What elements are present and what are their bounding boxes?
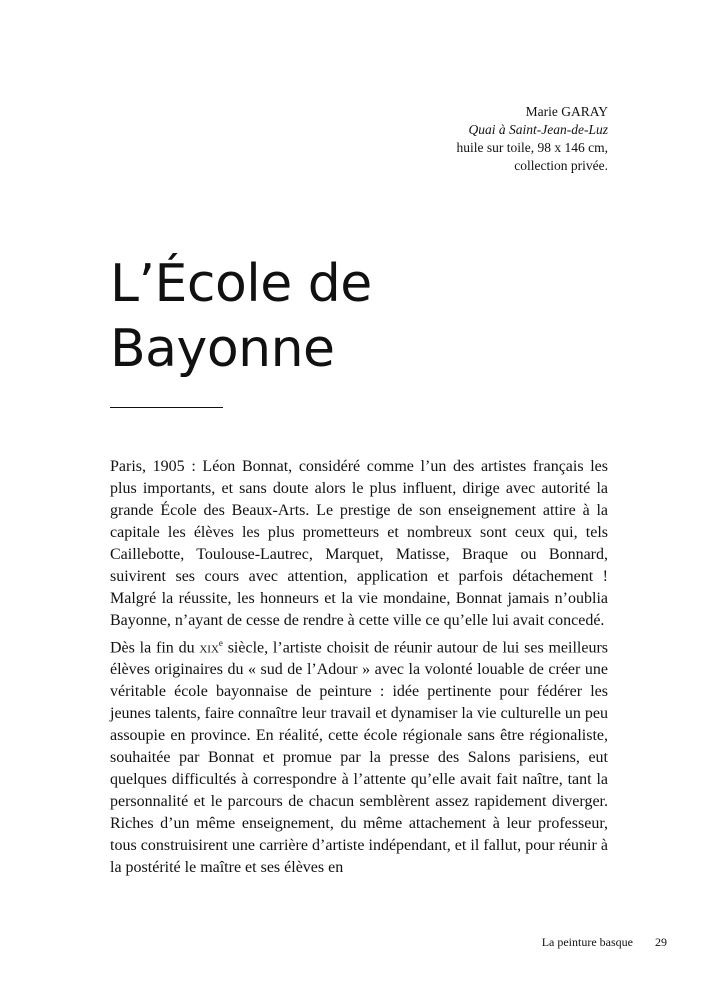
- chapter-title: [110, 252, 372, 382]
- caption-work-title: Quai à Saint-Jean-de-Luz: [468, 122, 608, 137]
- paragraph-2-rest: siècle, l’artiste choisit de réunir autour de lui ses meilleurs élèves originaires du « sud de l’Adour » avec la volonté louable de créer une véritable école bayonnaise de peinture : idée pertinente pour fédérer les jeunes talents, faire connaître leur travail et dynamiser la vie culturelle un peu assoupie en province. En réalité, cette école régionale sans être régionaliste, souhaitée par Bonnat et promue par la presse des Salons parisiens, eut quelques difficultés à correspondre à l’attente qu’elle avait fait naître, tant la personnalité et le parcours de chacun semblèrent assez rapidement diverger. Riches d’un même enseignement, du même attachement à leur professeur, tous construisirent une carrière d’artiste indépendant, et il fallut, pour réunir à la postérité le maître et ses élèves en: [110, 639, 609, 877]
- body-paragraph-2: [110, 632, 608, 879]
- paragraph-2-prefix: Dès la fin du: [110, 639, 200, 657]
- caption-artist: Marie GARAY: [525, 104, 608, 119]
- century-numeral: xix: [199, 639, 219, 657]
- running-title: La peinture basque: [541, 935, 633, 949]
- chapter-title-line-2: Bayonne: [110, 319, 335, 379]
- artwork-caption: [457, 103, 608, 175]
- chapter-title-line-1: L’École de: [110, 254, 372, 314]
- caption-medium: huile sur toile, 98 x 146 cm,: [456, 140, 608, 155]
- body-paragraph-1: Paris, 1905 : Léon Bonnat, considéré comme l’un des artistes français les plus importants, et sans doute alors le plus influent, dirige avec autorité la grande École des Beaux-Arts. Le prestige de son enseignement attire à la capitale les élèves les plus prometteurs et nombreux sont ceux qui, tels Caillebotte, Toulouse-Lautrec, Marquet, Matisse, Braque ou Bonnard, suivirent ses cours avec attention, application et parfois détachement ! Malgré la réussite, les honneurs et la vie mondaine, Bonnat jamais n’oublia Bayonne, n’ayant de cesse de rendre à cette ville ce qu’elle lui avait concedé.: [110, 458, 608, 629]
- page-number: 29: [655, 935, 667, 949]
- page-footer: [542, 934, 667, 950]
- century-suffix: e: [218, 638, 223, 648]
- body-text: [110, 456, 608, 879]
- title-underline-rule: [110, 407, 223, 408]
- caption-collection: collection privée.: [514, 158, 608, 173]
